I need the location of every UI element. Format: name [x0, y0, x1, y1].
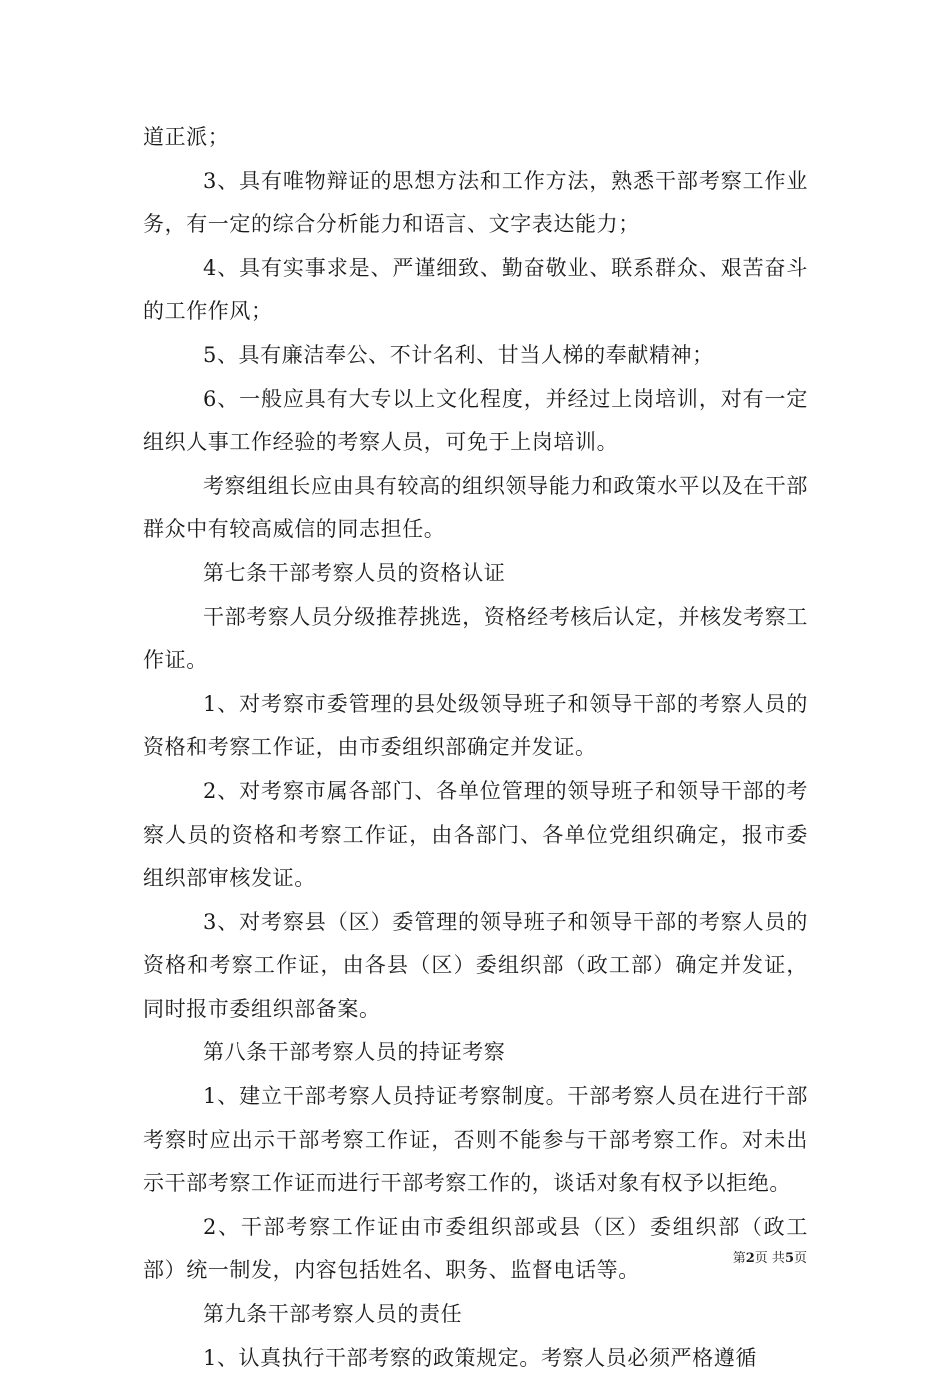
current-page-number: 2	[745, 1251, 755, 1266]
footer-suffix: 页	[793, 1251, 807, 1266]
paragraph: 第九条干部考察人员的责任	[203, 1302, 463, 1327]
paragraph: 2、对考察市属各部门、各单位管理的领导班子和领导干部的考察人员的资格和考察工作证，由各部门、各单位党组织确定，报市委组织部审核发证。	[143, 778, 808, 891]
paragraph: 干部考察人员分级推荐挑选，资格经考核后认定，并核发考察工作证。	[143, 604, 808, 673]
total-pages-number: 5	[784, 1251, 794, 1266]
footer-prefix: 第	[732, 1251, 746, 1266]
document-body	[143, 116, 808, 1380]
paragraph: 4、具有实事求是、严谨细致、勤奋敬业、联系群众、艰苦奋斗的工作作风；	[143, 255, 808, 324]
paragraph: 5、具有廉洁奉公、不计名利、甘当人梯的奉献精神；	[203, 342, 714, 367]
footer-middle: 页 共	[754, 1251, 785, 1266]
paragraph: 道正派；	[143, 125, 230, 149]
paragraph: 6、一般应具有大专以上文化程度，并经过上岗培训，对有一定组织人事工作经验的考察人员，可免于上岗培训。	[143, 386, 808, 455]
paragraph: 第七条干部考察人员的资格认证	[203, 560, 506, 585]
paragraph: 1、建立干部考察人员持证考察制度。干部考察人员在进行干部考察时应出示干部考察工作证，否则不能参与干部考察工作。对未出示干部考察工作证而进行干部考察工作的，谈话对象有权予以拒绝。	[143, 1084, 808, 1196]
page-footer	[733, 1251, 807, 1267]
paragraph: 3、具有唯物辩证的思想方法和工作方法，熟悉干部考察工作业务，有一定的综合分析能力和语言、文字表达能力；	[143, 168, 808, 237]
paragraph: 3、对考察县（区）委管理的领导班子和领导干部的考察人员的资格和考察工作证，由各县（区）委组织部（政工部）确定并发证，同时报市委组织部备案。	[143, 909, 808, 1021]
paragraph: 2、干部考察工作证由市委组织部或县（区）委组织部（政工部）统一制发，内容包括姓名、职务、监督电话等。	[143, 1214, 808, 1283]
paragraph: 1、对考察市委管理的县处级领导班子和领导干部的考察人员的资格和考察工作证，由市委组织部确定并发证。	[143, 691, 808, 760]
paragraph: 第八条干部考察人员的持证考察	[203, 1040, 506, 1065]
paragraph: 1、认真执行干部考察的政策规定。考察人员必须严格遵循	[203, 1345, 757, 1370]
paragraph: 考察组组长应由具有较高的组织领导能力和政策水平以及在干部群众中有较高威信的同志担任。	[143, 473, 808, 542]
